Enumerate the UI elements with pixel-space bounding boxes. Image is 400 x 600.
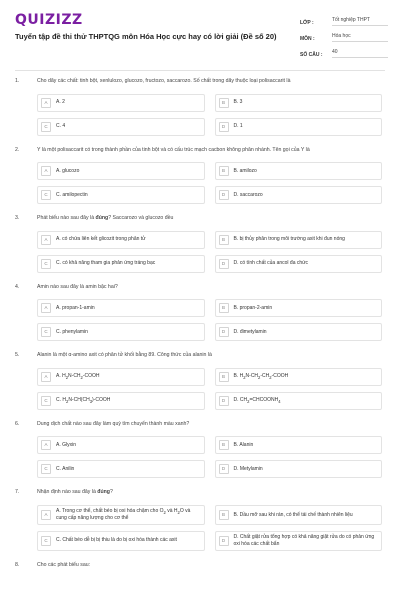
option-letter-box: A	[41, 510, 51, 520]
option-text: C. 4	[56, 123, 66, 130]
meta-class-row	[300, 14, 388, 26]
answer-option-c[interactable]	[37, 460, 205, 478]
meta-count-row	[300, 46, 388, 58]
question-5	[0, 352, 400, 410]
answer-option-b[interactable]	[215, 162, 383, 180]
option-text: A. propan-1-amin	[56, 304, 95, 311]
answer-option-b[interactable]	[215, 231, 383, 249]
answer-option-a[interactable]	[37, 299, 205, 317]
meta-class-label: LỚP :	[300, 20, 314, 26]
option-letter-box: B	[219, 235, 229, 245]
question-6	[0, 421, 400, 479]
option-text: D. 1	[233, 123, 243, 130]
question-7	[0, 489, 400, 550]
option-letter-box: B	[219, 510, 229, 520]
answer-options	[37, 505, 382, 551]
option-letter-box: C	[41, 190, 51, 200]
answer-option-a[interactable]	[37, 436, 205, 454]
option-letter-box: D	[219, 464, 229, 474]
option-letter-box: C	[41, 536, 51, 546]
question-number: 8.	[15, 561, 20, 568]
option-text: C. Chất béo dễ bị bị thiu là do bị oxi hóa thành các axit	[56, 537, 177, 544]
answer-option-d[interactable]	[215, 186, 383, 204]
question-text: Cho dãy các chất: tinh bột, xenlulozo, glucozo, fructozo, saccarozo. Số chất trong dãy thuộc loại polisaccarit là	[37, 78, 291, 84]
answer-options	[37, 94, 382, 136]
option-text: C. amilopectin	[56, 191, 88, 198]
answer-option-c[interactable]	[37, 392, 205, 410]
document-title: Tuyển tập đề thi thử THPTQG môn Hóa Học cực hay có lời giải (Đề số 20)	[15, 32, 277, 41]
option-letter-box: D	[219, 536, 229, 546]
question-text: Cho các phát biểu sau:	[37, 561, 91, 568]
header-divider	[15, 70, 385, 71]
question-8	[0, 562, 400, 570]
answer-option-d[interactable]	[215, 531, 383, 551]
option-letter-box: B	[219, 440, 229, 450]
meta-count-value: 40	[332, 49, 388, 58]
meta-subject-row	[300, 30, 388, 42]
answer-option-d[interactable]	[215, 118, 383, 136]
option-text: B. Dầu mỡ sau khi rán, có thể tái chế thành nhiên liệu	[233, 511, 353, 518]
question-1	[0, 78, 400, 136]
question-stem	[0, 562, 400, 570]
answer-option-c[interactable]	[37, 186, 205, 204]
answer-option-c[interactable]	[37, 118, 205, 136]
answer-options	[37, 231, 382, 273]
question-text: Alanin là một α-amino axit có phân tử khối bằng 89. Công thức của alanin là	[37, 352, 212, 359]
answer-option-d[interactable]	[215, 255, 383, 273]
option-text: A. glucozo	[56, 167, 80, 174]
question-list	[0, 78, 400, 580]
option-text: A. Trong cơ thể, chất béo bị oxi hóa chậm cho $O_2$ và $H_2O$ và cung cấp năng lượng cho cơ thể	[56, 507, 191, 522]
question-stem	[0, 489, 400, 497]
option-text: D. Metylamin	[233, 465, 263, 472]
option-text: A. Glyxin	[56, 441, 77, 448]
option-text: A. $H_2N-CH_2$-COOH	[56, 372, 100, 380]
option-letter-box: A	[41, 235, 51, 245]
answer-option-a[interactable]	[37, 368, 205, 386]
option-text: B. $H_2N-CH_2-CH_2$-COOH	[233, 372, 289, 380]
option-text: B. 3	[233, 99, 243, 106]
question-stem	[0, 352, 400, 360]
option-text: D. $CH_2=CHCOONH_4$	[233, 396, 281, 404]
answer-option-c[interactable]	[37, 323, 205, 341]
answer-option-a[interactable]	[37, 162, 205, 180]
option-letter-box: D	[219, 190, 229, 200]
option-letter-box: D	[219, 259, 229, 269]
option-letter-box: C	[41, 259, 51, 269]
question-number: 4.	[15, 283, 20, 290]
question-number: 5.	[15, 352, 20, 359]
meta-count-label: SỐ CÂU :	[300, 52, 323, 58]
option-text: B. bị thủy phân trong môi trường axit khi đun nóng	[233, 236, 345, 243]
question-number: 6.	[15, 420, 20, 427]
option-text: B. propan-2-amin	[233, 304, 273, 311]
option-text: D. đimetylamin	[233, 328, 267, 335]
question-number: 2.	[15, 146, 20, 153]
answer-options	[37, 162, 382, 204]
option-letter-box: C	[41, 327, 51, 337]
option-text: C. Anilin	[56, 465, 75, 472]
answer-option-b[interactable]	[215, 368, 383, 386]
document-meta	[300, 14, 388, 62]
question-text: Y là một polisaccarit có trong thành phần của tinh bột và có cấu trúc mạch cacbon không phân nhánh. Tên gọi của Y là	[37, 146, 310, 153]
option-text: D. saccarozo	[233, 191, 263, 198]
answer-options	[37, 436, 382, 478]
option-text: D. có tính chất của ancol đa chức	[233, 260, 308, 267]
option-text: B. Alanin	[233, 441, 254, 448]
answer-option-c[interactable]	[37, 255, 205, 273]
option-text: A. 2	[56, 99, 65, 106]
option-letter-box: A	[41, 440, 51, 450]
question-stem	[0, 284, 400, 292]
question-4	[0, 284, 400, 342]
answer-option-d[interactable]	[215, 323, 383, 341]
answer-options	[37, 299, 382, 341]
question-stem	[0, 215, 400, 223]
option-letter-box: C	[41, 396, 51, 406]
question-stem	[0, 78, 400, 86]
answer-option-a[interactable]	[37, 94, 205, 112]
option-text: D. Chất giặt rửa tổng hợp có khả năng giặt rửa do có phản ứng oxi hóa các chất bẩn	[233, 534, 375, 547]
question-stem	[0, 421, 400, 429]
option-text: A. có chứa liên kết glicozit trong phân tử	[56, 236, 146, 243]
question-number: 1.	[15, 78, 20, 84]
answer-option-b[interactable]	[215, 436, 383, 454]
question-text: Phát biểu nào sau đây là đúng? Saccarozo và glucozo đều	[37, 215, 174, 222]
answer-options	[37, 368, 382, 410]
option-text: C. $H_2N-CH(CH_3)$-COOH	[56, 396, 111, 404]
option-letter-box: B	[219, 98, 229, 108]
answer-option-b[interactable]	[215, 505, 383, 525]
option-text: B. amilozo	[233, 167, 257, 174]
question-text: Dung dịch chất nào sau đây làm quỳ tím chuyển thành màu xanh?	[37, 420, 190, 427]
option-letter-box: B	[219, 303, 229, 313]
option-letter-box: D	[219, 122, 229, 132]
meta-subject-value: Hóa học	[332, 33, 388, 42]
answer-option-a[interactable]	[37, 505, 205, 525]
answer-option-d[interactable]	[215, 460, 383, 478]
option-letter-box: A	[41, 166, 51, 176]
option-text: C. phenylamin	[56, 328, 88, 335]
answer-option-b[interactable]	[215, 94, 383, 112]
answer-option-a[interactable]	[37, 231, 205, 249]
meta-class-value: Tốt nghiệp THPT	[332, 17, 388, 26]
quizizz-logo: QUIZIZZ	[15, 12, 83, 28]
meta-subject-label: MÔN :	[300, 36, 315, 42]
question-2	[0, 147, 400, 205]
answer-option-c[interactable]	[37, 531, 205, 551]
option-letter-box: C	[41, 122, 51, 132]
question-text: Nhận định nào sau đây là đúng?	[37, 489, 113, 496]
option-letter-box: B	[219, 372, 229, 382]
option-letter-box: A	[41, 372, 51, 382]
answer-option-b[interactable]	[215, 299, 383, 317]
option-letter-box: C	[41, 464, 51, 474]
option-letter-box: B	[219, 166, 229, 176]
question-text: Amin nào sau đây là amin bậc hai?	[37, 283, 118, 290]
option-letter-box: D	[219, 396, 229, 406]
question-number: 7.	[15, 489, 20, 496]
option-letter-box: A	[41, 303, 51, 313]
question-3	[0, 215, 400, 273]
option-text: C. có khả năng tham gia phản ứng tráng bạc	[56, 260, 156, 267]
option-letter-box: A	[41, 98, 51, 108]
answer-option-d[interactable]	[215, 392, 383, 410]
question-stem	[0, 147, 400, 155]
option-letter-box: D	[219, 327, 229, 337]
question-number: 3.	[15, 215, 20, 222]
